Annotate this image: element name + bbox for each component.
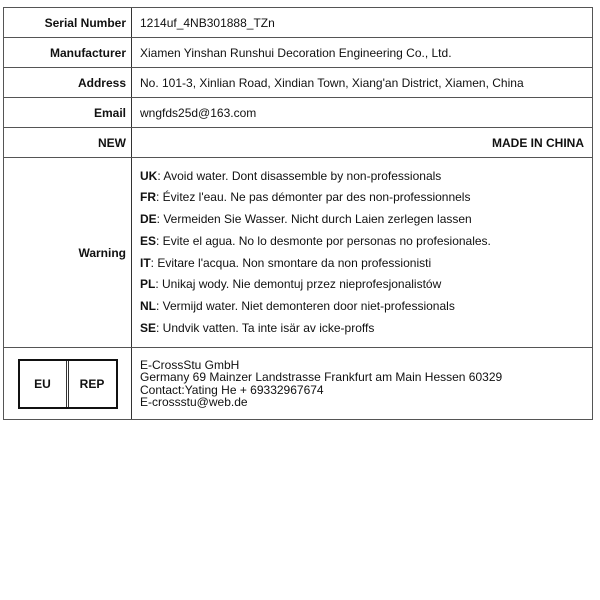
warning-line bbox=[140, 296, 455, 318]
eu-rep-symbol-cell bbox=[4, 348, 132, 419]
row-origin bbox=[4, 128, 592, 158]
label: Address bbox=[4, 68, 132, 97]
lang-code: ES bbox=[140, 233, 157, 248]
warning-text: : Undvik vatten. Ta inte isär av icke-proffs bbox=[156, 320, 375, 335]
row-eu-rep bbox=[4, 348, 592, 420]
warning-line bbox=[140, 209, 472, 231]
row-manufacturer bbox=[4, 38, 592, 68]
rep-email: E-crossstu@web.de bbox=[140, 395, 248, 409]
row-warning bbox=[4, 158, 592, 348]
warning-line bbox=[140, 187, 470, 209]
value: MADE IN CHINA bbox=[492, 135, 584, 150]
warning-text: : Unikaj wody. Nie demontuj przez nieprofesjonalistów bbox=[155, 277, 442, 292]
rep-contact: Contact:Yating He + 69332967674 bbox=[140, 382, 324, 397]
lang-code: UK bbox=[140, 168, 158, 183]
warning-text: : Évitez l'eau. Ne pas démonter par des non-professionnels bbox=[156, 190, 471, 205]
value: Xiamen Yinshan Runshui Decoration Engineering Co., Ltd. bbox=[140, 45, 452, 60]
warning-line bbox=[140, 231, 491, 253]
lang-code: NL bbox=[140, 298, 156, 313]
label: Warning bbox=[4, 158, 132, 347]
warning-text: : Vermeiden Sie Wasser. Nicht durch Laien zerlegen lassen bbox=[156, 212, 472, 227]
warning-text: : Vermijd water. Niet demonteren door niet-professionals bbox=[156, 298, 455, 313]
row-email bbox=[4, 98, 592, 128]
label: Manufacturer bbox=[4, 38, 132, 67]
rep-label: REP bbox=[79, 376, 105, 391]
label: NEW bbox=[4, 128, 132, 157]
product-info-table bbox=[3, 7, 593, 420]
row-serial-number bbox=[4, 8, 592, 38]
lang-code: FR bbox=[140, 190, 156, 205]
warning-text: : Evite el agua. No lo desmonte por personas no profesionales. bbox=[156, 233, 491, 248]
eu-label: EU bbox=[20, 361, 69, 407]
warning-text: : Evitare l'acqua. Non smontare da non professionisti bbox=[150, 255, 432, 270]
warning-line bbox=[140, 318, 374, 340]
lang-code: DE bbox=[140, 212, 157, 227]
lang-code: PL bbox=[140, 277, 156, 292]
warning-line bbox=[140, 253, 431, 275]
warning-line bbox=[140, 166, 441, 188]
lang-code: SE bbox=[140, 320, 157, 335]
value: 1214uf_4NB301888_TZn bbox=[140, 15, 275, 30]
value: wngfds25d@163.com bbox=[140, 105, 257, 120]
rep-company: E-CrossStu GmbH bbox=[140, 357, 240, 372]
warning-line bbox=[140, 274, 441, 296]
label: Email bbox=[4, 98, 132, 127]
warning-lines bbox=[132, 158, 592, 347]
warning-text: : Avoid water. Dont disassemble by non-professionals bbox=[157, 168, 442, 183]
rep-address: Germany 69 Mainzer Landstrasse Frankfurt am Main Hessen 60329 bbox=[140, 370, 503, 384]
eu-rep-details bbox=[132, 348, 592, 419]
label: Serial Number bbox=[4, 8, 132, 37]
row-address bbox=[4, 68, 592, 98]
eu-rep-symbol bbox=[18, 359, 118, 409]
lang-code: IT bbox=[140, 255, 151, 270]
value: No. 101-3, Xinlian Road, Xindian Town, Xiang'an District, Xiamen, China bbox=[140, 75, 524, 90]
